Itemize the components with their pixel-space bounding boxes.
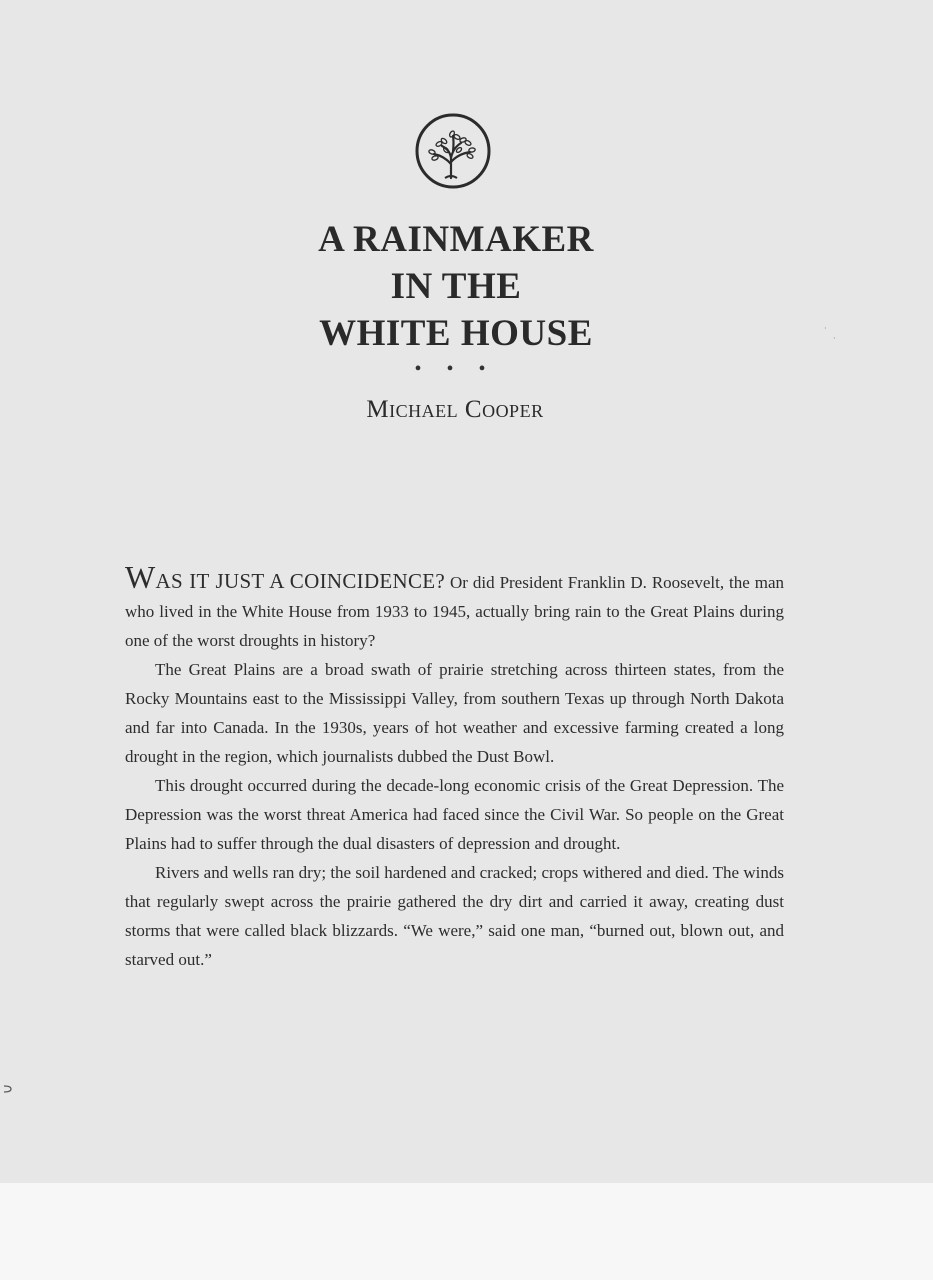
chapter-body <box>125 559 784 974</box>
tree-in-circle-icon <box>414 112 492 190</box>
title-line: IN THE <box>390 266 522 307</box>
title-line: WHITE HOUSE <box>319 313 593 354</box>
paragraph: Rivers and wells ran dry; the soil hardened and cracked; crops withered and died. The winds that regularly swept across the prairie gathered the dry dirt and carried it away, creating dust storms that were called black blizzards. “We were,” said one man, “burned out, blown out, and starved out.” <box>125 863 784 969</box>
scan-edge-mark <box>3 1084 13 1094</box>
lead-initial: W <box>125 559 156 595</box>
paragraph <box>125 559 784 655</box>
chapter-title <box>0 216 912 357</box>
paragraph: The Great Plains are a broad swath of prairie stretching across thirteen states, from the Rocky Mountains east to the Mississippi Valley, from southern Texas up through North Dakota and far into Canada. In the 1930s, years of hot weather and excessive farming created a long drought in the region, which journalists dubbed the Dust Bowl. <box>125 660 784 766</box>
paragraph: This drought occurred during the decade-long economic crisis of the Great Depression. The Depression was the worst threat America had faced since the Civil War. So people on the Great Plains had to suffer through the dual disasters of depression and drought. <box>125 776 784 853</box>
scan-speck: · <box>824 324 827 333</box>
ornament-dots: • • • <box>414 358 496 380</box>
lead-in-text: AS IT JUST A COINCIDENCE? <box>155 569 446 593</box>
lead-in <box>125 559 446 595</box>
scan-speck: · <box>833 334 836 343</box>
scanner-bed-margin <box>0 1183 933 1280</box>
paragraph-text: Or did President Franklin D. Roosevelt, the man who lived in the White House from 1933 to 1945, actually bring rain to the Great Plains during one of the worst droughts in history? <box>125 573 784 650</box>
title-line: A RAINMAKER <box>318 219 594 260</box>
author-name: Michael Cooper <box>366 396 544 423</box>
